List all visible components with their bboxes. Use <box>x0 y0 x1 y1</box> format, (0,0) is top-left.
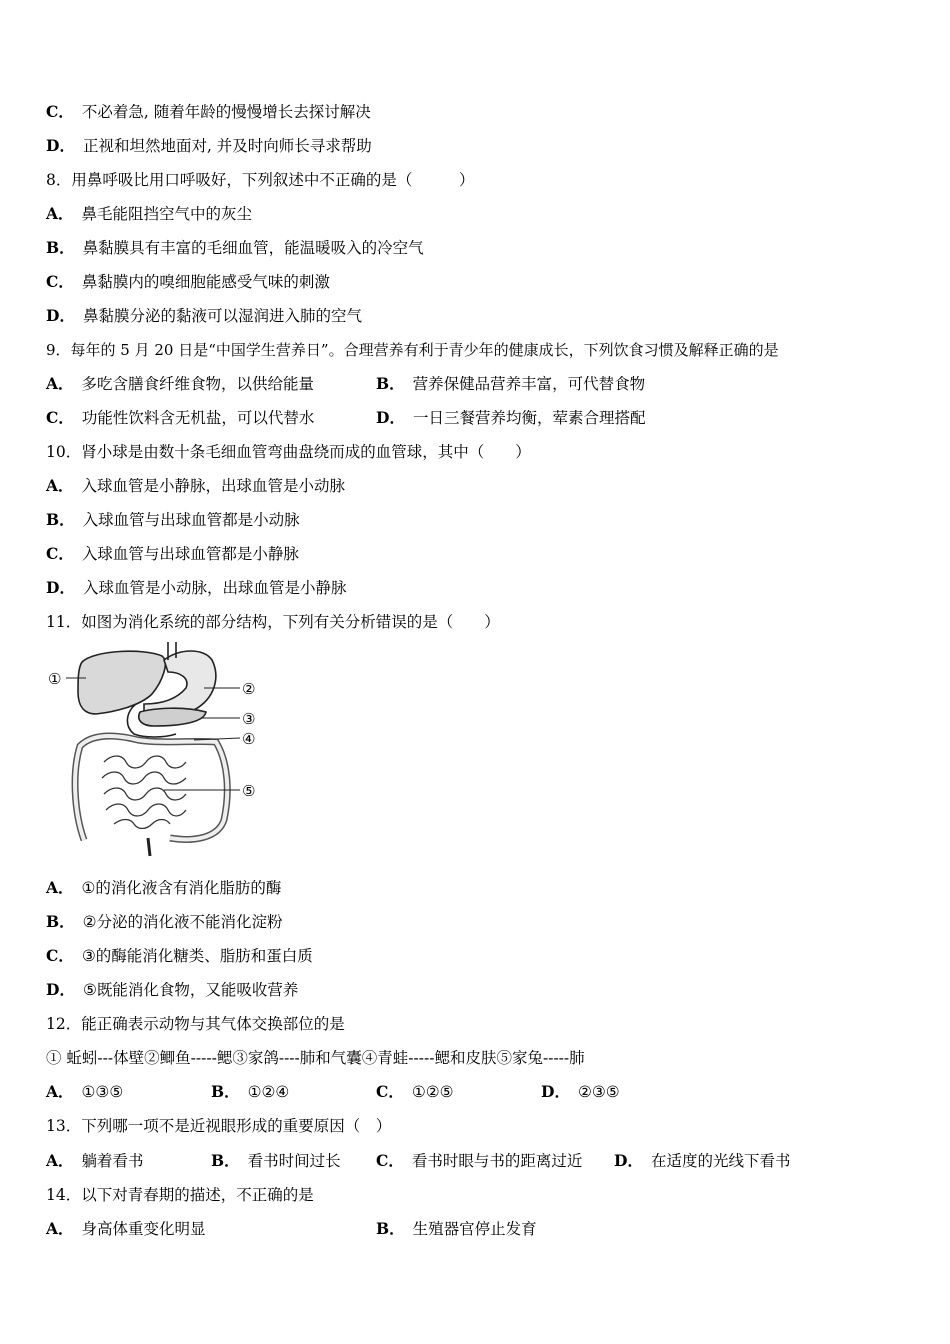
option-text: 鼻毛能阻挡空气中的灰尘 <box>81 205 253 223</box>
option-text: 躺着看书 <box>81 1152 144 1170</box>
q13-option-d <box>614 1151 790 1171</box>
option-text: 入球血管是小静脉，出球血管是小动脉 <box>81 477 346 495</box>
figure-label-4: ④ <box>242 730 256 748</box>
option-text: ①③⑤ <box>81 1083 124 1101</box>
q12-option-c <box>376 1082 454 1102</box>
option-label: C． <box>376 1082 404 1101</box>
option-label: A． <box>46 1219 74 1238</box>
q13-option-a <box>46 1151 144 1171</box>
option-text: ①的消化液含有消化脂肪的酶 <box>81 879 282 897</box>
option-text: 多吃含膳食纤维食物，以供给能量 <box>81 375 315 393</box>
q9-option-c <box>46 408 314 428</box>
figure-label-2: ② <box>242 680 256 698</box>
option-label: B． <box>211 1151 240 1170</box>
q12-option-d <box>541 1082 620 1102</box>
option-text: 看书时间过长 <box>247 1152 341 1170</box>
digestive-system-diagram <box>44 642 274 860</box>
q7-option-d <box>46 136 372 156</box>
small-intestine-shape <box>102 756 186 829</box>
q8-option-d <box>46 306 362 326</box>
option-label: C． <box>376 1151 404 1170</box>
option-label: B． <box>46 912 75 931</box>
figure-label-5: ⑤ <box>242 782 256 800</box>
option-text: ②③⑤ <box>577 1083 620 1101</box>
q13-stem: 13．下列哪一项不是近视眼形成的重要原因（ ） <box>46 1117 392 1135</box>
option-text: 营养保健品营养丰富，可代替食物 <box>412 375 646 393</box>
figure-label-1: ① <box>48 670 62 688</box>
option-text: 身高体重变化明显 <box>81 1220 206 1238</box>
q10-stem: 10．肾小球是由数十条毛细血管弯曲盘绕而成的血管球，其中（ ） <box>46 443 531 461</box>
q9-option-d <box>376 408 645 428</box>
q13-option-b <box>211 1151 341 1171</box>
q9-option-b <box>376 374 645 394</box>
q10-option-a <box>46 476 345 496</box>
option-label: A． <box>46 204 74 223</box>
q10-option-d <box>46 578 346 598</box>
option-text: 生殖器官停止发育 <box>412 1220 537 1238</box>
option-text: 功能性饮料含无机盐，可以代替水 <box>81 409 315 427</box>
option-label: B． <box>376 1219 405 1238</box>
q11-option-c <box>46 946 313 966</box>
q14-option-a <box>46 1219 206 1239</box>
option-label: C． <box>46 272 74 291</box>
option-label: B． <box>376 374 405 393</box>
q11-option-b <box>46 912 283 932</box>
option-label: D． <box>46 980 75 999</box>
option-label: D． <box>614 1151 643 1170</box>
q7-option-c <box>46 102 371 122</box>
option-label: B． <box>211 1082 240 1101</box>
option-text: 鼻黏膜具有丰富的毛细血管，能温暖吸入的冷空气 <box>82 239 424 257</box>
q11-option-d <box>46 980 298 1000</box>
option-text: ②分泌的消化液不能消化淀粉 <box>82 913 283 931</box>
rectum-shape <box>148 838 150 856</box>
option-label: B． <box>46 510 75 529</box>
option-label: D． <box>46 306 75 325</box>
q10-option-b <box>46 510 300 530</box>
q14-stem: 14．以下对青春期的描述，不正确的是 <box>46 1186 314 1204</box>
q12-option-a <box>46 1082 123 1102</box>
q8-stem: 8．用鼻呼吸比用口呼吸好，下列叙述中不正确的是（ ） <box>46 171 475 189</box>
q13-option-c <box>376 1151 582 1171</box>
q9-stem: 9．每年的 5 月 20 日是“中国学生营养日”。合理营养有利于青少年的健康成长，下列饮食习惯及解释正确的是 <box>46 341 779 359</box>
q8-option-a <box>46 204 252 224</box>
option-label: D． <box>46 578 75 597</box>
option-text: 不必着急, 随着年龄的慢慢增长去探讨解决 <box>81 103 371 121</box>
option-text: ⑤既能消化食物，又能吸收营养 <box>82 981 299 999</box>
option-label: A． <box>46 476 74 495</box>
option-text: 入球血管与出球血管都是小动脉 <box>82 511 300 529</box>
q11-stem: 11．如图为消化系统的部分结构，下列有关分析错误的是（ ） <box>46 613 500 631</box>
q8-option-c <box>46 272 330 292</box>
option-text: 入球血管与出球血管都是小静脉 <box>81 545 299 563</box>
option-label: A． <box>46 1082 74 1101</box>
option-label: A． <box>46 1151 74 1170</box>
option-text: 正视和坦然地面对, 并及时向师长寻求帮助 <box>82 137 372 155</box>
option-label: D． <box>46 136 75 155</box>
option-label: C． <box>46 946 74 965</box>
digestive-system-figure <box>44 642 274 860</box>
q12-stem: 12．能正确表示动物与其气体交换部位的是 <box>46 1015 345 1033</box>
q11-option-a <box>46 878 281 898</box>
option-text: 鼻黏膜分泌的黏液可以湿润进入肺的空气 <box>82 307 362 325</box>
pancreas-shape <box>139 708 206 726</box>
option-label: C． <box>46 102 74 121</box>
option-text: 鼻黏膜内的嗅细胞能感受气味的刺激 <box>81 273 330 291</box>
option-label: A． <box>46 878 74 897</box>
q8-option-b <box>46 238 424 258</box>
option-label: D． <box>541 1082 570 1101</box>
option-text: 入球血管是小动脉，出球血管是小静脉 <box>82 579 347 597</box>
option-label: A． <box>46 374 74 393</box>
option-text: 在适度的光线下看书 <box>650 1152 791 1170</box>
option-label: D． <box>376 408 405 427</box>
option-label: C． <box>46 544 74 563</box>
option-text: ①②⑤ <box>411 1083 454 1101</box>
q12-option-b <box>211 1082 289 1102</box>
option-text: 看书时眼与书的距离过近 <box>411 1152 583 1170</box>
option-label: B． <box>46 238 75 257</box>
q14-option-b <box>376 1219 537 1239</box>
option-label: C． <box>46 408 74 427</box>
option-text: ①②④ <box>247 1083 290 1101</box>
option-text: 一日三餐营养均衡，荤素合理搭配 <box>412 409 646 427</box>
q12-list: ① 蚯蚓---体壁②鲫鱼-----鳃③家鸽----肺和气囊④青蛙-----鳃和皮肤⑤家兔-----肺 <box>46 1049 585 1067</box>
q10-option-c <box>46 544 299 564</box>
figure-label-3: ③ <box>242 710 256 728</box>
option-text: ③的酶能消化糖类、脂肪和蛋白质 <box>81 947 313 965</box>
q9-option-a <box>46 374 314 394</box>
